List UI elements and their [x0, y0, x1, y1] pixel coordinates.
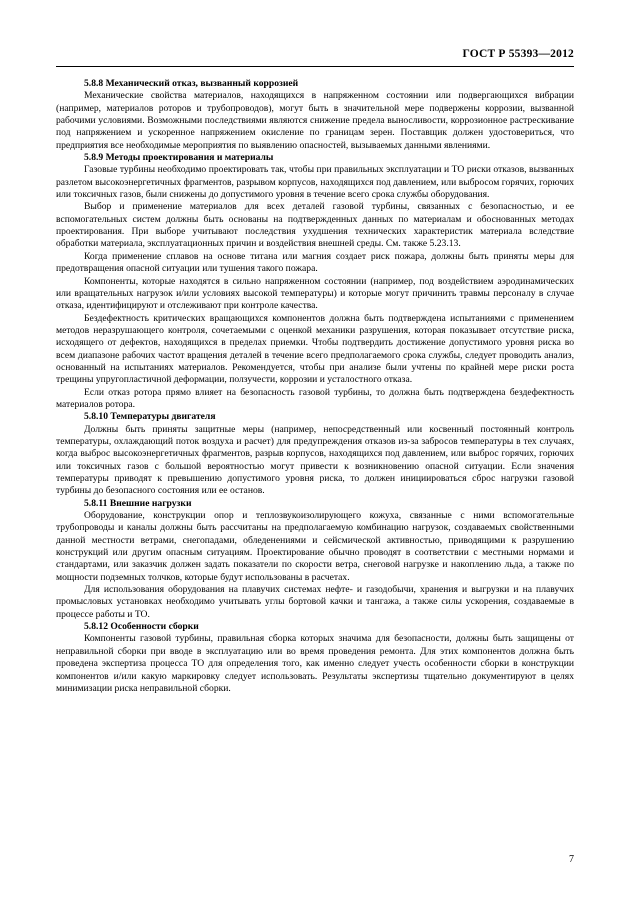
section-heading	[56, 411, 574, 423]
section-heading	[56, 152, 574, 164]
section-number: 5.8.12	[84, 621, 108, 633]
paragraph: Должны быть приняты защитные меры (например, непосредственный или косвенный постоянный контроль температуры, охлаждающий поток воздуха и расчет) для предупреждения отказов из-за забросов температуры в тех случаях, когда выброс высокоэнергетичных фрагментов, разрыв корпусов, находящихся под давлением, или выброс горячих, горючих или токсичных газов с большой вероятностью могут привести к возникновению опасной ситуации. Если значения температуры приводят к превышению допустимого уровня риска, то должен инициироваться сброс нагрузки газовой турбины до безопасного состояния или ее останов.	[56, 423, 574, 497]
paragraph: Газовые турбины необходимо проектировать так, чтобы при правильных эксплуатации и ТО риски отказов, вызванных разлетом высокоэнергетичных фрагментов, разрывом корпусов, находящихся под давлением, или выбросом горячих, горючих или токсичных газов, были снижены до допустимого уровня в течение всего срока службы оборудования.	[56, 164, 574, 201]
document-header: ГОСТ Р 55393—2012	[462, 48, 574, 60]
paragraph: Выбор и применение материалов для всех деталей газовой турбины, связанных с безопасностью, и ее вспомогательных систем должны быть основаны на подтвержденных данных по материалам и обоснованных методах проектирования. При выборе учитывают последствия ухудшения технических характеристик материала вследствие обработки материала, эксплуатационных причин и воздействия внешней среды. См. также 5.23.13.	[56, 201, 574, 250]
section-title: Внешние нагрузки	[109, 497, 192, 509]
section-title: Методы проектирования и материалы	[105, 152, 274, 164]
paragraph: Компоненты, которые находятся в сильно напряженном состоянии (например, под воздействием аэродинамических или вращательных нагрузок и/или условиях высокой температуры) и которые могут причинить травмы персоналу в случае отказа, идентифицируют и отслеживают при контроле качества.	[56, 275, 574, 312]
paragraph: Для использования оборудования на плавучих системах нефте- и газодобычи, хранения и выгрузки и на плавучих промысловых установках необходимо учитывать углы бортовой качки и тангажа, а также силы ускорения, создаваемые в процессе работы и ТО.	[56, 584, 574, 620]
section-number: 5.8.10	[84, 411, 108, 423]
section-heading	[56, 78, 574, 90]
paragraph: Компоненты газовой турбины, правильная сборка которых значима для безопасности, должны быть защищены от неправильной сборки при вводе в эксплуатацию или во время проведения ремонта. Для этих компонентов должна быть проведена экспертиза процесса ТО для определения того, как именно следует учесть особенности сборки в конструкции компонентов и/или какую маркировку следует использовать. Результаты экспертизы тщательно документируют в целях минимизации риска неправильной сборки.	[56, 633, 574, 694]
paragraph: Оборудование, конструкции опор и теплозвукоизолирующего кожуха, связанные с ними вспомогательные трубопроводы и каналы должны быть рассчитаны на предполагаемую комбинацию нагрузок, создаваемых свойственными данной местности ветрами, снегопадами, обледенениями и сейсмической активностью, приводящими к разрушению конструкций или другим опасным ситуациям. Проектирование обычно проводят в соответствии с местными нормами и стандартами, или заказчик должен задать показатели по скорости ветра, снеговой нагрузке и накоплению льда, а также по мощности подземных толчков, которые будут использованы в расчетах.	[56, 510, 574, 583]
section-title: Особенности сборки	[110, 621, 199, 633]
paragraph: Механические свойства материалов, находящихся в напряженном состоянии или подвергающихся вибрации (например, материалов роторов и трубопроводов), могут быть в значительной мере подвержены коррозии, вызванной рабочими условиями. Возможными последствиями являются снижение предела выносливости, коррозионное растрескивание под напряжением и ускоренное напряжением окисление по границам зерен. Поставщик должен удостовериться, что предприятия все необходимые мероприятия по выявлению опасностей, вызываемых данными явлениями.	[56, 90, 574, 151]
section-title: Механический отказ, вызванный коррозией	[105, 78, 299, 89]
section-number: 5.8.8	[84, 78, 104, 89]
header-divider	[56, 66, 574, 67]
paragraph: Если отказ ротора прямо влияет на безопасность газовой турбины, то должна быть подтверждена бездефектность материалов ротора.	[56, 386, 574, 410]
section-heading	[56, 621, 574, 633]
document-body	[56, 78, 574, 695]
section-number: 5.8.11	[84, 497, 108, 509]
section-number: 5.8.9	[84, 152, 104, 164]
paragraph: Когда применение сплавов на основе титана или магния создает риск пожара, должны быть приняты меры для предотвращения опасной ситуации или тушения такого пожара.	[56, 250, 574, 275]
section-heading	[56, 498, 574, 510]
page-number: 7	[569, 854, 574, 865]
paragraph: Бездефектность критических вращающихся компонентов должна быть подтверждена испытаниями с применением методов неразрушающего контроля, сочетаемыми с оценкой механики разрушения, которая показывает отсутствие риска, исходящего от дефектов, находящихся в пределах приемки. Чтобы подтвердить достижение допустимого уровня риска во всем диапазоне рабочих частот вращения деталей в течение всего предполагаемого срока службы, следует проводить анализ, основанный на испытаниях материалов. Рекомендуется, чтобы при анализе были учтены по крайней мере риски роста трещины упругопластичной деформации, ползучести, коррозии и усталостного отказа.	[56, 312, 574, 386]
section-title: Температуры двигателя	[110, 411, 216, 423]
